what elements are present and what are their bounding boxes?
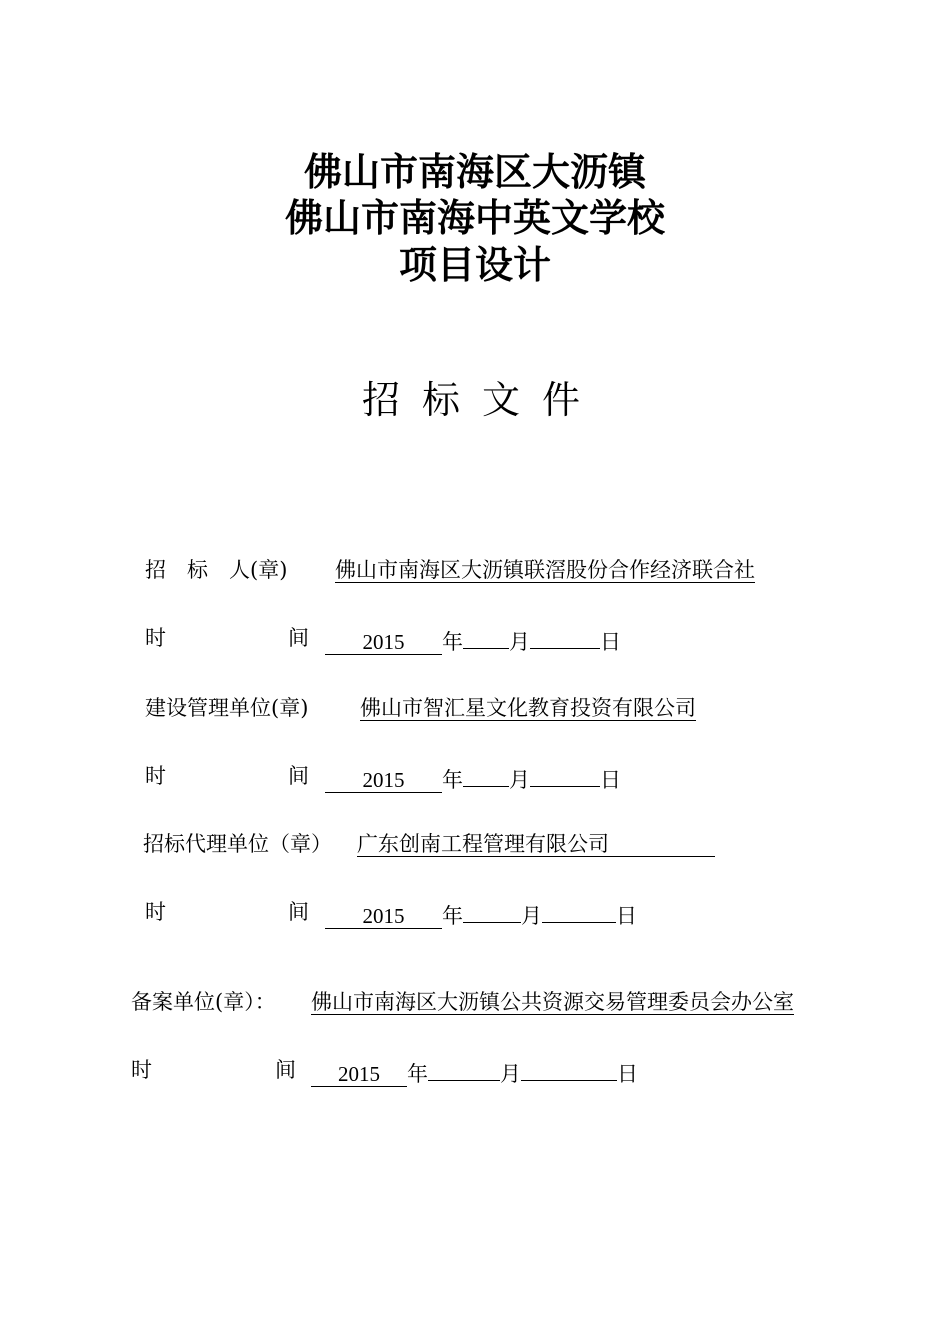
- title-line-1: 佛山市南海区大沥镇: [303, 150, 646, 194]
- construction-date-label-left: 时: [145, 764, 166, 788]
- filing-date-day-unit: 日: [617, 1062, 638, 1086]
- agency-date-year-unit: 年: [442, 904, 463, 928]
- agency-date-day-blank: [542, 898, 616, 923]
- agency-date-month-blank: [463, 898, 521, 923]
- tenderer-row: [145, 556, 287, 584]
- agency-date-label-right: 间: [288, 900, 309, 924]
- filing-date-month-unit: 月: [500, 1062, 521, 1086]
- construction-date-day-unit: 日: [600, 768, 621, 792]
- filing-value-wrap: [311, 988, 794, 1016]
- tenderer-date-field: [325, 624, 621, 656]
- agency-label: 招标代理单位（章）: [143, 832, 332, 856]
- agency-date-field: [325, 898, 637, 930]
- construction-date-year-unit: 年: [442, 768, 463, 792]
- filing-date-month-blank: [428, 1056, 500, 1081]
- title-line-2: 佛山市南海中英文学校: [284, 196, 665, 240]
- tenderer-date-label-right: 间: [288, 626, 309, 650]
- construction-manager-value-wrap: [360, 694, 696, 722]
- tenderer-value-wrap: [335, 556, 755, 584]
- agency-value: 广东创南工程管理有限公司: [357, 832, 715, 857]
- filing-value: 佛山市南海区大沥镇公共资源交易管理委员会办公室: [311, 990, 794, 1014]
- construction-date-month-unit: 月: [509, 768, 530, 792]
- tenderer-date-year-unit: 年: [442, 630, 463, 654]
- filing-date-label-right: 间: [275, 1058, 296, 1082]
- filing-date-day-blank: [521, 1056, 617, 1081]
- tenderer-date-label-left: 时: [145, 626, 166, 650]
- agency-date-month-unit: 月: [521, 904, 542, 928]
- construction-date-label-right: 间: [288, 764, 309, 788]
- filing-label: 备案单位(章）：: [131, 990, 276, 1014]
- tenderer-date-day-blank: [530, 624, 600, 649]
- document-type-heading: 招标文件: [361, 378, 602, 422]
- tenderer-date-month-blank: [463, 624, 509, 649]
- title-line-3: 项目设计: [398, 243, 551, 287]
- filing-date-year: 2015: [311, 1062, 407, 1087]
- tenderer-date-year: 2015: [325, 630, 442, 655]
- construction-manager-value: 佛山市智汇星文化教育投资有限公司: [360, 696, 696, 720]
- agency-date-year: 2015: [325, 904, 442, 929]
- filing-date-field: [311, 1056, 638, 1088]
- construction-date-day-blank: [530, 762, 600, 787]
- tenderer-date-day-unit: 日: [600, 630, 621, 654]
- construction-date-year: 2015: [325, 768, 442, 793]
- tenderer-date-month-unit: 月: [509, 630, 530, 654]
- filing-date-label-left: 时: [131, 1058, 152, 1082]
- tenderer-value: 佛山市南海区大沥镇联滘股份合作经济联合社: [335, 558, 755, 582]
- construction-date-field: [325, 762, 621, 794]
- construction-date-month-blank: [463, 762, 509, 787]
- construction-manager-label: 建设管理单位(章): [145, 696, 309, 720]
- agency-date-label-left: 时: [145, 900, 166, 924]
- agency-value-wrap: [357, 830, 715, 858]
- tenderer-label: 招 标 人(章): [145, 558, 288, 582]
- agency-date-day-unit: 日: [616, 904, 637, 928]
- filing-date-year-unit: 年: [407, 1062, 428, 1086]
